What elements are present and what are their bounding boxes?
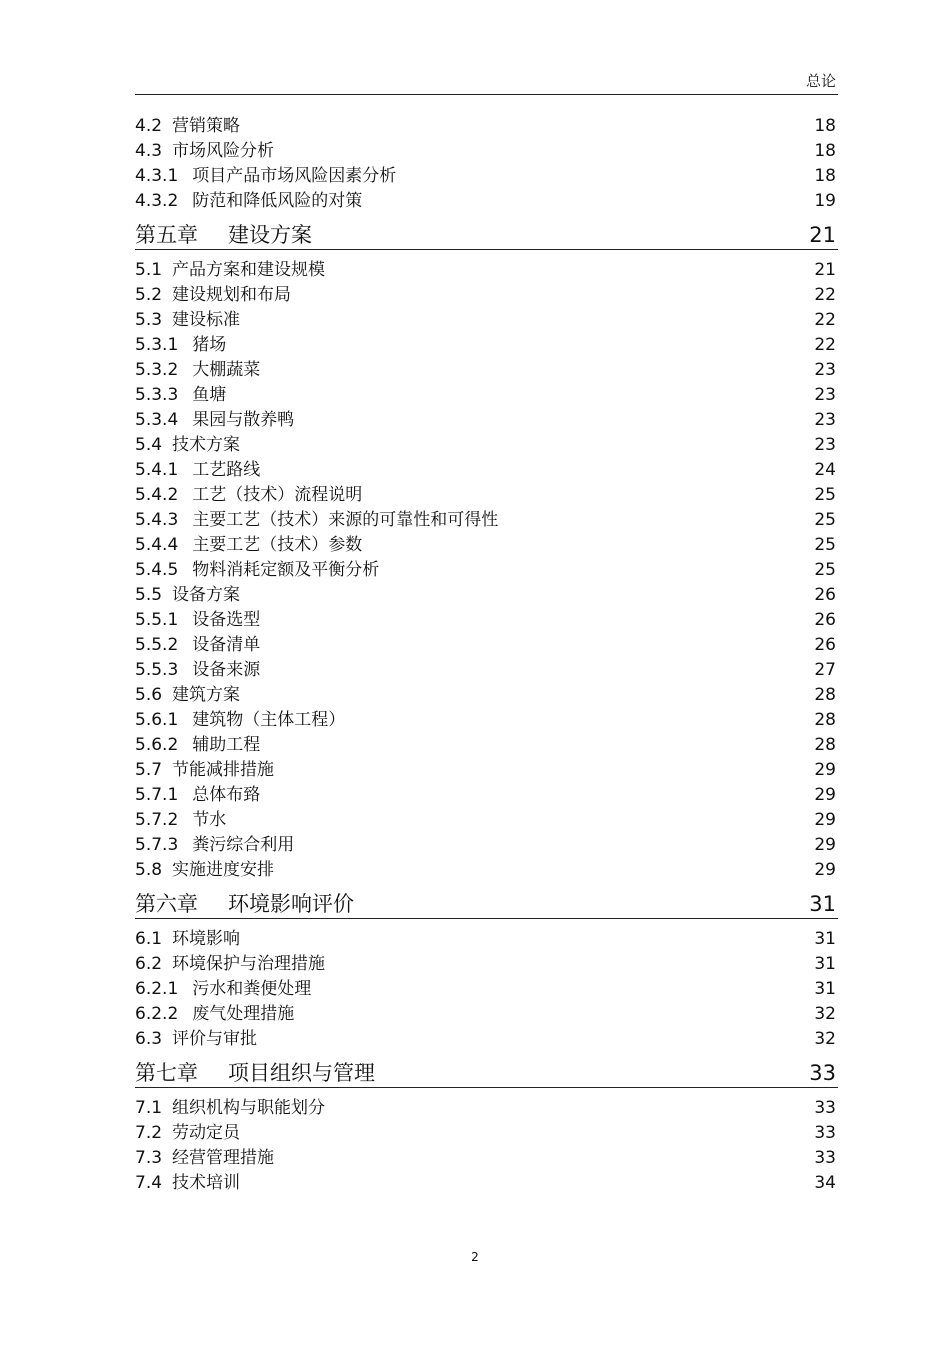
toc-section-entry[interactable] [135, 1171, 838, 1196]
toc-page-number: 29 [814, 860, 836, 880]
toc-title: 节能减排措施 [172, 760, 275, 780]
toc-subsection-entry[interactable] [135, 333, 838, 358]
toc-page-number: 21 [814, 260, 836, 280]
toc-page-number: 26 [814, 635, 836, 655]
toc-number: 5.1 [135, 260, 163, 280]
header-title: 总论 [805, 72, 836, 90]
toc-section-entry[interactable] [135, 858, 838, 883]
toc-title: 环境影响评价 [228, 892, 354, 916]
toc-title: 环境保护与治理措施 [172, 954, 326, 974]
toc-number: 5.5.2 [135, 635, 179, 655]
toc-title: 物料消耗定额及平衡分析 [192, 560, 380, 580]
toc-chapter-heading[interactable] [135, 890, 838, 919]
toc-number: 5.4.2 [135, 485, 179, 505]
toc-page-number: 18 [814, 116, 836, 136]
toc-page-number: 23 [814, 385, 836, 405]
toc-title: 产品方案和建设规模 [172, 260, 326, 280]
toc-section-entry[interactable] [135, 308, 838, 333]
toc-page-number: 22 [814, 310, 836, 330]
toc-page-number: 28 [814, 735, 836, 755]
toc-subsection-entry[interactable] [135, 508, 838, 533]
toc-title: 污水和粪便处理 [192, 979, 312, 999]
toc-number: 7.4 [135, 1173, 163, 1193]
toc-number: 第七章 [135, 1061, 198, 1085]
toc-title: 建设规划和布局 [172, 285, 292, 305]
toc-number: 4.3.2 [135, 191, 179, 211]
toc-subsection-entry[interactable] [135, 977, 838, 1002]
toc-subsection-entry[interactable] [135, 833, 838, 858]
toc-section-entry[interactable] [135, 683, 838, 708]
toc-title: 建设方案 [228, 223, 312, 247]
toc-section-entry[interactable] [135, 1121, 838, 1146]
toc-page-number: 26 [814, 585, 836, 605]
toc-page-number: 23 [814, 435, 836, 455]
toc-subsection-entry[interactable] [135, 383, 838, 408]
toc-number: 7.1 [135, 1098, 163, 1118]
toc-title: 主要工艺（技术）参数 [192, 535, 363, 555]
toc-number: 5.8 [135, 860, 163, 880]
toc-page-number: 33 [814, 1098, 836, 1118]
toc-page-number: 33 [814, 1148, 836, 1168]
toc-subsection-entry[interactable] [135, 783, 838, 808]
toc-section-entry[interactable] [135, 1027, 838, 1052]
toc-number: 5.3.1 [135, 335, 179, 355]
toc-subsection-entry[interactable] [135, 608, 838, 633]
toc-page-number: 25 [814, 535, 836, 555]
toc-number: 5.7.3 [135, 835, 179, 855]
toc-title: 营销策略 [172, 116, 241, 136]
toc-subsection-entry[interactable] [135, 633, 838, 658]
toc-number: 5.5 [135, 585, 163, 605]
toc-subsection-entry[interactable] [135, 708, 838, 733]
toc-number: 第五章 [135, 223, 198, 247]
toc-title: 建设标准 [172, 310, 241, 330]
toc-title: 市场风险分析 [172, 141, 275, 161]
toc-subsection-entry[interactable] [135, 358, 838, 383]
toc-page-number: 24 [814, 460, 836, 480]
toc-title: 建筑物（主体工程） [192, 710, 346, 730]
toc-page-number: 23 [814, 410, 836, 430]
toc-section-entry[interactable] [135, 139, 838, 164]
toc-title: 主要工艺（技术）来源的可靠性和可得性 [192, 510, 499, 530]
toc-chapter-heading[interactable] [135, 1059, 838, 1088]
toc-section-entry[interactable] [135, 114, 838, 139]
toc-page-number: 29 [814, 760, 836, 780]
toc-page-number: 34 [814, 1173, 836, 1193]
toc-number: 5.7.1 [135, 785, 179, 805]
toc-number: 7.3 [135, 1148, 163, 1168]
toc-page-number: 29 [814, 810, 836, 830]
toc-page-number: 26 [814, 610, 836, 630]
toc-page-number: 31 [809, 892, 836, 916]
toc-title: 组织机构与职能划分 [172, 1098, 326, 1118]
toc-number: 5.4.3 [135, 510, 179, 530]
toc-page-number: 28 [814, 710, 836, 730]
toc-number: 6.1 [135, 929, 163, 949]
toc-title: 大棚蔬菜 [192, 360, 261, 380]
toc-title: 设备方案 [172, 585, 241, 605]
toc-page-number: 25 [814, 510, 836, 530]
toc-number: 6.3 [135, 1029, 163, 1049]
toc-number: 5.5.1 [135, 610, 179, 630]
toc-number: 5.4.5 [135, 560, 179, 580]
toc-number: 6.2.1 [135, 979, 179, 999]
toc-page-number: 25 [814, 560, 836, 580]
toc-title: 废气处理措施 [192, 1004, 295, 1024]
toc-subsection-entry[interactable] [135, 558, 838, 583]
toc-number: 5.4.1 [135, 460, 179, 480]
toc-subsection-entry[interactable] [135, 658, 838, 683]
toc-title: 项目组织与管理 [228, 1061, 375, 1085]
toc-number: 5.7.2 [135, 810, 179, 830]
toc-title: 总体布臵 [192, 785, 261, 805]
toc-page-number: 29 [814, 835, 836, 855]
toc-page-number: 33 [814, 1123, 836, 1143]
toc-title: 建筑方案 [172, 685, 241, 705]
toc-chapter-heading[interactable] [135, 221, 838, 250]
toc-page-number: 32 [814, 1004, 836, 1024]
toc-title: 粪污综合利用 [192, 835, 295, 855]
toc-title: 技术培训 [172, 1173, 241, 1193]
toc-section-entry[interactable] [135, 758, 838, 783]
toc-section-entry[interactable] [135, 258, 838, 283]
toc-title: 工艺路线 [192, 460, 261, 480]
toc-number: 5.6.1 [135, 710, 179, 730]
toc-number: 5.5.3 [135, 660, 179, 680]
toc-number: 5.4 [135, 435, 163, 455]
toc-number: 5.4.4 [135, 535, 179, 555]
toc-page-number: 28 [814, 685, 836, 705]
toc-subsection-entry[interactable] [135, 733, 838, 758]
toc-page-number: 21 [809, 223, 836, 247]
toc-page-number: 27 [814, 660, 836, 680]
toc-title: 设备来源 [192, 660, 261, 680]
toc-number: 5.6 [135, 685, 163, 705]
toc-title: 工艺（技术）流程说明 [192, 485, 363, 505]
toc-title: 猪场 [192, 335, 227, 355]
toc-subsection-entry[interactable] [135, 533, 838, 558]
toc-title: 鱼塘 [192, 385, 227, 405]
toc-title: 设备清单 [192, 635, 261, 655]
toc-title: 技术方案 [172, 435, 241, 455]
toc-subsection-entry[interactable] [135, 483, 838, 508]
toc-subsection-entry[interactable] [135, 408, 838, 433]
toc-title: 辅助工程 [192, 735, 261, 755]
toc-number: 5.3.3 [135, 385, 179, 405]
toc-number: 4.3 [135, 141, 163, 161]
toc-page-number: 19 [814, 191, 836, 211]
toc-page-number: 31 [814, 954, 836, 974]
toc-page-number: 18 [814, 141, 836, 161]
toc-subsection-entry[interactable] [135, 1002, 838, 1027]
toc-number: 5.3.4 [135, 410, 179, 430]
toc-title: 劳动定员 [172, 1123, 241, 1143]
toc-section-entry[interactable] [135, 583, 838, 608]
toc-page-number: 22 [814, 285, 836, 305]
toc-number: 5.6.2 [135, 735, 179, 755]
toc-page-number: 22 [814, 335, 836, 355]
table-of-contents [135, 114, 838, 1196]
toc-section-entry[interactable] [135, 433, 838, 458]
toc-subsection-entry[interactable] [135, 458, 838, 483]
toc-number: 5.7 [135, 760, 163, 780]
toc-number: 6.2 [135, 954, 163, 974]
toc-title: 果园与散养鸭 [192, 410, 295, 430]
toc-section-entry[interactable] [135, 1146, 838, 1171]
toc-page-number: 32 [814, 1029, 836, 1049]
toc-section-entry[interactable] [135, 952, 838, 977]
toc-page-number: 29 [814, 785, 836, 805]
toc-number: 6.2.2 [135, 1004, 179, 1024]
toc-subsection-entry[interactable] [135, 189, 838, 214]
toc-number: 第六章 [135, 892, 198, 916]
toc-section-entry[interactable] [135, 283, 838, 308]
toc-title: 设备选型 [192, 610, 261, 630]
toc-title: 评价与审批 [172, 1029, 258, 1049]
toc-section-entry[interactable] [135, 927, 838, 952]
toc-title: 实施进度安排 [172, 860, 275, 880]
toc-title: 经营管理措施 [172, 1148, 275, 1168]
toc-title: 防范和降低风险的对策 [192, 191, 363, 211]
toc-subsection-entry[interactable] [135, 808, 838, 833]
toc-number: 7.2 [135, 1123, 163, 1143]
toc-subsection-entry[interactable] [135, 164, 838, 189]
toc-section-entry[interactable] [135, 1096, 838, 1121]
toc-number: 4.3.1 [135, 166, 179, 186]
toc-page-number: 23 [814, 360, 836, 380]
page-number: 2 [471, 1250, 479, 1264]
toc-page-number: 31 [814, 979, 836, 999]
page-header [135, 64, 838, 95]
toc-page-number: 31 [814, 929, 836, 949]
toc-page-number: 33 [809, 1061, 836, 1085]
toc-title: 项目产品市场风险因素分析 [192, 166, 397, 186]
toc-number: 4.2 [135, 116, 163, 136]
toc-number: 5.3.2 [135, 360, 179, 380]
toc-page-number: 25 [814, 485, 836, 505]
toc-page-number: 18 [814, 166, 836, 186]
toc-title: 环境影响 [172, 929, 241, 949]
toc-number: 5.2 [135, 285, 163, 305]
toc-number: 5.3 [135, 310, 163, 330]
toc-title: 节水 [192, 810, 227, 830]
